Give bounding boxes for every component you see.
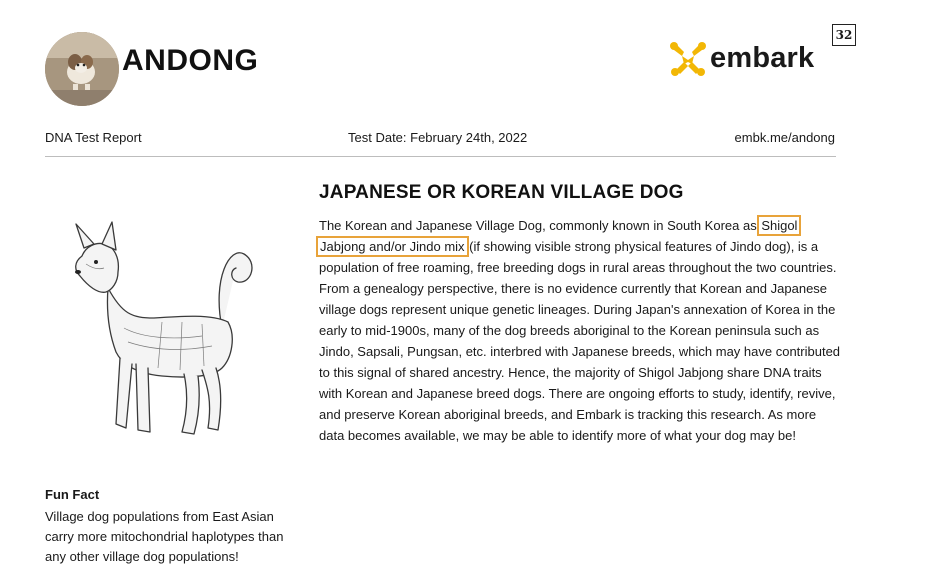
breed-title: JAPANESE OR KOREAN VILLAGE DOG [319,182,684,203]
profile-link[interactable]: embk.me/andong [734,130,835,145]
dog-illustration [62,218,262,446]
page-number: 32 [832,24,856,46]
embark-logo-text: embark [710,41,815,74]
report-label: DNA Test Report [45,130,142,145]
fun-fact-text: Village dog populations from East Asian carry more mitochondrial haplotypes than any other village dog populations! [45,509,284,564]
breed-description [319,215,841,446]
dog-avatar [45,32,119,106]
description-body: (if showing visible strong physical features of Jindo dog), is a population of free roaming, free breeding dogs in rural areas throughout the two countries. From a genealogy perspective, there is no evidence currently that Korean and Japanese village dogs represent unique genetic lineages. During Japan's annexation of Korea in the early to mid-1900s, many of the dog breeds aboriginal to the Korean peninsula such as Jindo, Sapsali, Pungsan, etc. interbred with Japanese breeds, which may have contributed to this signal of shared ancestry. Hence, the majority of Shigol Jabjong share DNA traits with Korean and Japanese breed dogs. There are ongoing efforts to study, identify, revive, and preserve Korean aboriginal breeds, and Embark is tracking this research. As more data becomes available, we may be able to identify more of what your dog may be! [319,239,841,443]
test-date: Test Date: February 24th, 2022 [348,130,528,145]
highlight-shigol: Shigol [761,218,798,233]
dog-name-title: ANDONG [122,44,259,77]
header-divider [45,156,836,157]
fun-fact-title: Fun Fact [45,487,100,502]
description-intro: The Korean and Japanese Village Dog, commonly known in South Korea as [319,218,761,233]
dog-photo-icon [45,32,119,106]
embark-logo [668,38,814,78]
embark-bone-icon [668,38,708,78]
highlight-jabjong-jindo: Jabjong and/or Jindo mix [320,239,465,254]
